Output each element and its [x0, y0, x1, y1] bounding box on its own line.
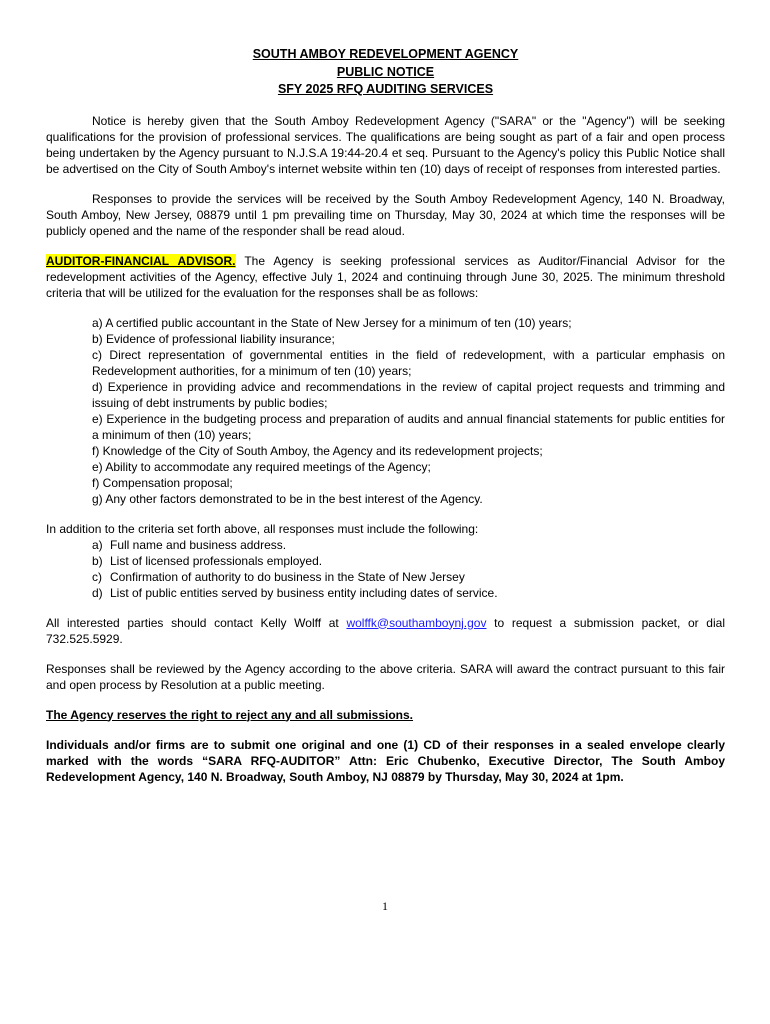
contact-paragraph: [46, 615, 725, 647]
rfq-title: SFY 2025 RFQ AUDITING SERVICES: [277, 82, 494, 96]
requirement-text: Confirmation of authority to do business in the State of New Jersey: [110, 569, 465, 584]
requirement-item: [92, 537, 725, 553]
contact-before: All interested parties should contact Kelly Wolff at: [46, 615, 347, 630]
addition-intro: In addition to the criteria set forth above, all responses must include the following:: [46, 521, 479, 536]
auditor-label: AUDITOR-FINANCIAL ADVISOR.: [46, 253, 236, 268]
responses-paragraph: Responses to provide the services will be received by the South Amboy Redevelopment Agency, 140 N. Broadway, South Amboy, New Jersey, 08879 until 1 pm prevailing time on Thursday, May 30, 2024 at which time the responses will be publicly opened and the name of the responder shall be read aloud.: [46, 191, 725, 238]
requirement-label: b): [92, 553, 103, 568]
requirement-text: Full name and business address.: [110, 537, 287, 552]
criteria-item: a) A certified public accountant in the State of New Jersey for a minimum of ten (10) years;: [92, 315, 572, 330]
criteria-item: f) Knowledge of the City of South Amboy, the Agency and its redevelopment projects;: [92, 443, 543, 458]
criteria-item: g) Any other factors demonstrated to be in the best interest of the Agency.: [92, 491, 483, 506]
criteria-item: d) Experience in providing advice and recommendations in the review of capital project requests and trimming and issuing of debt instruments by public bodies;: [92, 379, 725, 410]
intro-paragraph: Notice is hereby given that the South Amboy Redevelopment Agency ("SARA" or the "Agency") will be seeking qualifications for the provision of professional services. The qualifications are being sought as part of a fair and open process being undertaken by the Agency pursuant to N.J.S.A 19:44-20.4 et seq. Pursuant to the Agency's policy this Public Notice shall be advertised on the City of South Amboy's internet website within ten (10) days of receipt of responses from interested parties.: [46, 113, 725, 176]
criteria-item: e) Experience in the budgeting process and preparation of audits and annual financial statements for public entities for a minimum of then (10) years;: [92, 411, 725, 442]
requirement-text: List of public entities served by business entity including dates of service.: [110, 585, 498, 600]
requirement-item: [92, 585, 725, 601]
notice-body: [46, 46, 725, 785]
notice-title: PUBLIC NOTICE: [336, 64, 435, 79]
requirement-label: c): [92, 569, 102, 584]
criteria-item: f) Compensation proposal;: [92, 475, 233, 490]
review-paragraph: Responses shall be reviewed by the Agency according to the above criteria. SARA will award the contract pursuant to this fair and open process by Resolution at a public meeting.: [46, 661, 725, 692]
requirement-label: a): [92, 537, 103, 552]
requirement-label: d): [92, 585, 103, 600]
criteria-item: c) Direct representation of governmental entities in the field of redevelopment, with a particular emphasis on Redevelopment authorities, for a minimum of ten (10) years;: [92, 347, 725, 378]
criteria-item: e) Ability to accommodate any required meetings of the Agency;: [92, 459, 431, 474]
auditor-paragraph: [46, 253, 725, 301]
agency-title: SOUTH AMBOY REDEVELOPMENT AGENCY: [252, 47, 519, 61]
requirements-list: [92, 537, 725, 601]
contact-after: to request a submission packet, or dial 732.525.5929.: [46, 615, 725, 646]
reserve-statement: The Agency reserves the right to reject any and all submissions.: [46, 707, 414, 722]
requirement-item: [92, 553, 725, 569]
criteria-item: b) Evidence of professional liability insurance;: [92, 331, 335, 346]
requirement-text: List of licensed professionals employed.: [110, 553, 323, 568]
criteria-list: [92, 315, 725, 507]
requirement-item: [92, 569, 725, 585]
auditor-text: The Agency is seeking professional services as Auditor/Financial Advisor for the redevelopment activities of the Agency, effective July 1, 2024 and continuing through June 30, 2025. The minimum threshold criteria that will be utilized for the evaluation for the responses shall be as follows:: [46, 253, 726, 300]
submission-paragraph: Individuals and/or firms are to submit one original and one (1) CD of their responses in a sealed envelope clearly marked with the words “SARA RFQ-AUDITOR” Attn: Eric Chubenko, Executive Director, The South Amboy Redevelopment Agency, 140 N. Broadway, South Amboy, NJ 08879 by Thursday, May 30, 2024 at 1pm.: [46, 737, 725, 784]
contact-email-link[interactable]: wolffk@southamboynj.gov: [346, 615, 487, 630]
page-number: 1: [382, 899, 388, 913]
